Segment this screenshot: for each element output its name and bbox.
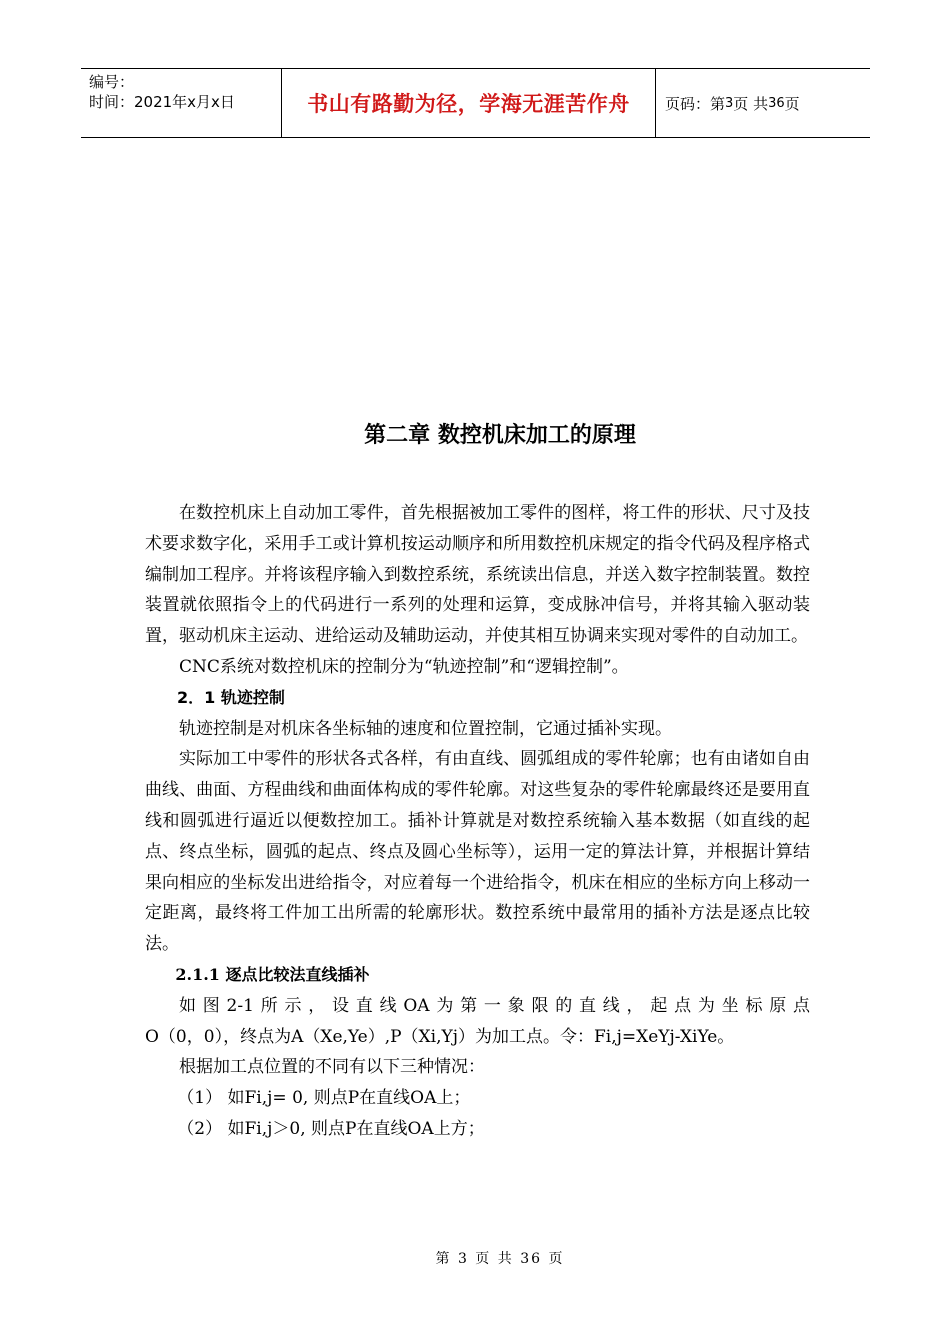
paragraph-cnc-control: CNC系统对数控机床的控制分为“轨迹控制”和“逻辑控制”。: [179, 656, 629, 677]
page-header: [81, 68, 870, 138]
header-page-info: [656, 69, 870, 137]
list-item-case-2: （2） 如Fi,j＞0, 则点P在直线OA上方；: [177, 1118, 485, 1139]
page-prefix: 页码：第: [665, 94, 726, 113]
document-number-label: 编号：: [89, 73, 135, 91]
chapter-title: 第二章 数控机床加工的原理: [364, 423, 636, 448]
subsection-heading-linear: 2.1.1 逐点比较法直线插补: [175, 964, 370, 984]
document-time-label: 时间：2021年x月x日: [89, 93, 235, 111]
page-total: 36: [768, 95, 785, 111]
page-current: 3: [725, 95, 734, 111]
paragraph-interpolation: 实际加工中零件的形状各式各样，有由直线、圆弧组成的零件轮廓；也有由诸如自由曲线、曲面、方程曲线和曲面体构成的零件轮廓。对这些复杂的零件轮廓最终还是要用直线和圆弧进行逼近以便数控加工。插补计算就是对数控系统输入基本数据（如直线的起点、终点坐标，圆弧的起点、终点及圆心坐标等），运用一定的算法计算，并根据计算结果向相应的坐标发出进给指令，对应着每一个进给指令，机床在相应的坐标方向上移动一定距离，最终将工件加工出所需的轮廓形状。数控系统中最常用的插补方法是逐点比较法。: [145, 749, 810, 955]
page-mid: 页 共: [733, 94, 769, 113]
page-footer: 第 3 页 共 36 页: [435, 1251, 565, 1267]
paragraph-figure-ref-line1: 如图2-1所示，设直线OA为第一象限的直线，起点为坐标原点: [179, 995, 810, 1016]
paragraph-figure-ref-line2: O（0，0），终点为A（Xe,Ye）,P（Xi,Yj）为加工点。令：Fi,j=XeYj-XiYe。: [145, 1026, 735, 1047]
list-item-case-1: （1） 如Fi,j= 0, 则点P在直线OA上；: [177, 1088, 471, 1109]
paragraph-trajectory-def: 轨迹控制是对机床各坐标轴的速度和位置控制，它通过插补实现。: [179, 718, 672, 739]
page-suffix: 页: [784, 94, 800, 113]
paragraph-intro: 在数控机床上自动加工零件，首先根据被加工零件的图样，将工件的形状、尺寸及技术要求数字化，采用手工或计算机按运动顺序和所用数控机床规定的指令代码及程序格式编制加工程序。并将该程序输入到数控系统，系统读出信息，并送入数字控制装置。数控装置就依照指令上的代码进行一系列的处理和运算，变成脉冲信号，并将其输入驱动装置，驱动机床主运动、进给运动及辅助运动，并使其相互协调来实现对零件的自动加工。: [145, 503, 810, 647]
paragraph-cases-intro: 根据加工点位置的不同有以下三种情况：: [179, 1057, 485, 1078]
section-heading-trajectory: 2．1 轨迹控制: [177, 687, 285, 707]
header-meta-cell: [81, 69, 282, 137]
document-body: [145, 498, 810, 1145]
header-motto: 书山有路勤为径，学海无涯苦作舟: [282, 69, 656, 137]
